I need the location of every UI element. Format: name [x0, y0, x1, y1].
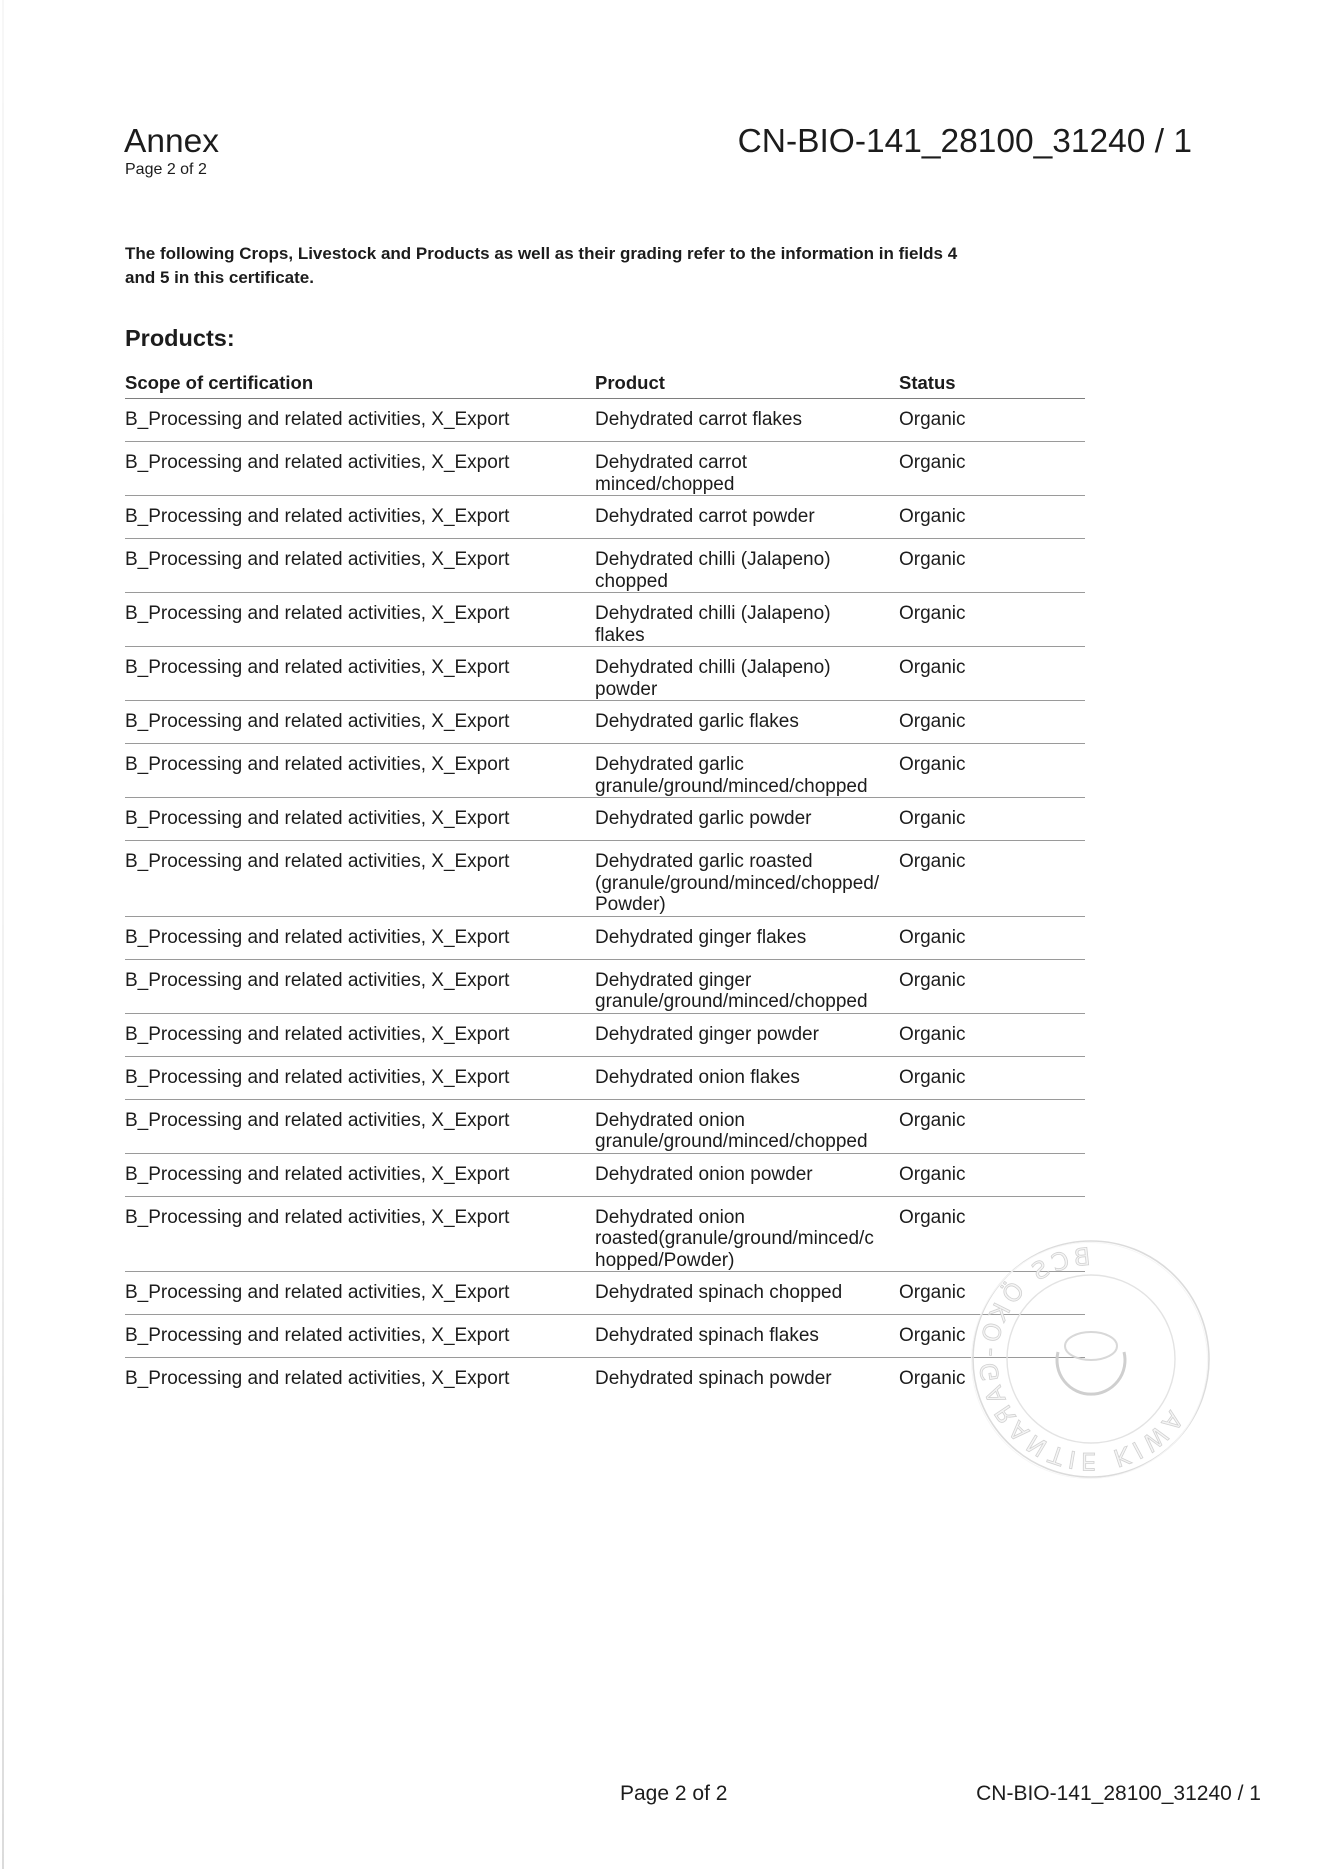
- status-cell: Organic: [899, 969, 966, 991]
- status-cell: Organic: [899, 1109, 966, 1131]
- scope-cell: B_Processing and related activities, X_Export: [125, 409, 510, 430]
- status-cell: Organic: [899, 657, 966, 678]
- status-cell: Organic: [899, 1206, 966, 1228]
- table-row: [125, 399, 1085, 442]
- product-cell: Dehydrated garlic roasted (granule/ground/minced/chopped/ Powder): [595, 851, 880, 915]
- scope-cell: B_Processing and related activities, X_Export: [125, 808, 510, 829]
- scope-cell: B_Processing and related activities, X_Export: [125, 1206, 510, 1228]
- status-cell: Organic: [899, 1325, 966, 1346]
- column-header-product: Product: [595, 372, 665, 393]
- product-cell: Dehydrated spinach flakes: [595, 1325, 819, 1346]
- scope-cell: B_Processing and related activities, X_Export: [125, 926, 510, 948]
- status-cell: Organic: [899, 409, 966, 430]
- column-header-status: Status: [899, 372, 956, 393]
- scope-cell: B_Processing and related activities, X_Export: [125, 506, 510, 527]
- table-row: [125, 701, 1085, 744]
- status-cell: Organic: [899, 1023, 966, 1045]
- table-row: [125, 798, 1085, 841]
- scope-cell: B_Processing and related activities, X_Export: [125, 1109, 510, 1131]
- table-row: [125, 539, 1085, 593]
- product-cell: Dehydrated ginger flakes: [595, 926, 807, 948]
- status-cell: Organic: [899, 549, 966, 570]
- product-cell: Dehydrated spinach powder: [595, 1368, 832, 1389]
- table-row: [125, 917, 1085, 960]
- table-row: [125, 1197, 1085, 1273]
- scope-cell: B_Processing and related activities, X_Export: [125, 754, 510, 775]
- table-row: [125, 1100, 1085, 1154]
- product-cell: Dehydrated carrot minced/chopped: [595, 452, 748, 495]
- scope-cell: B_Processing and related activities, X_Export: [125, 851, 510, 872]
- product-cell: Dehydrated ginger powder: [595, 1023, 819, 1045]
- table-header-row: [125, 368, 1085, 399]
- seal-text: BCS ÖKO-GARANTIE KIWA: [974, 1242, 1191, 1476]
- product-cell: Dehydrated onion granule/ground/minced/chopped: [595, 1109, 868, 1152]
- product-cell: Dehydrated chilli (Jalapeno) chopped: [595, 549, 831, 592]
- table-row: [125, 442, 1085, 496]
- scope-cell: B_Processing and related activities, X_Export: [125, 711, 510, 732]
- table-row: [125, 841, 1085, 917]
- footer-page-number: Page 2 of 2: [620, 1782, 728, 1805]
- scope-cell: B_Processing and related activities, X_Export: [125, 1368, 510, 1389]
- product-cell: Dehydrated onion flakes: [595, 1066, 800, 1088]
- status-cell: Organic: [899, 754, 966, 775]
- table-row: [125, 1358, 1085, 1401]
- product-cell: Dehydrated chilli (Jalapeno) flakes: [595, 603, 831, 646]
- status-cell: Organic: [899, 1163, 966, 1185]
- status-cell: Organic: [899, 603, 966, 624]
- footer-certificate-number: CN-BIO-141_28100_31240 / 1: [976, 1782, 1261, 1805]
- table-row: [125, 593, 1085, 647]
- status-cell: Organic: [899, 1368, 966, 1389]
- product-cell: Dehydrated spinach chopped: [595, 1282, 843, 1303]
- product-cell: Dehydrated garlic granule/ground/minced/chopped: [595, 754, 868, 797]
- embossed-seal: [966, 1234, 1216, 1484]
- product-cell: Dehydrated carrot flakes: [595, 409, 802, 430]
- product-cell: Dehydrated garlic flakes: [595, 711, 799, 732]
- seal-emboss-group: [972, 1241, 1210, 1479]
- table-row: [125, 960, 1085, 1014]
- status-cell: Organic: [899, 506, 966, 527]
- table-row: [125, 1057, 1085, 1100]
- table-row: [125, 1272, 1085, 1315]
- scope-cell: B_Processing and related activities, X_Export: [125, 1163, 510, 1185]
- annex-title: Annex: [124, 123, 219, 160]
- table-row: [125, 1315, 1085, 1358]
- status-cell: Organic: [899, 808, 966, 829]
- page-indicator: Page 2 of 2: [125, 161, 207, 178]
- table-body: [125, 399, 1085, 1401]
- status-cell: Organic: [899, 851, 966, 872]
- status-cell: Organic: [899, 711, 966, 732]
- product-cell: Dehydrated garlic powder: [595, 808, 812, 829]
- product-cell: Dehydrated ginger granule/ground/minced/chopped: [595, 969, 868, 1012]
- scan-edge: [2, 0, 4, 1869]
- scope-cell: B_Processing and related activities, X_Export: [125, 1066, 510, 1088]
- table-row: [125, 1154, 1085, 1197]
- product-cell: Dehydrated carrot powder: [595, 506, 815, 527]
- table-row: [125, 496, 1085, 539]
- table-row: [125, 647, 1085, 701]
- intro-paragraph: The following Crops, Livestock and Products as well as their grading refer to the information in fields 4 and 5 in this certificate.: [125, 244, 958, 287]
- table-row: [125, 1014, 1085, 1057]
- status-cell: Organic: [899, 1066, 966, 1088]
- scope-cell: B_Processing and related activities, X_Export: [125, 657, 510, 678]
- status-cell: Organic: [899, 452, 966, 473]
- certificate-number: CN-BIO-141_28100_31240 / 1: [737, 123, 1192, 160]
- product-cell: Dehydrated chilli (Jalapeno) powder: [595, 657, 831, 700]
- status-cell: Organic: [899, 926, 966, 948]
- scope-cell: B_Processing and related activities, X_Export: [125, 452, 510, 473]
- section-title: Products:: [125, 325, 235, 351]
- scope-cell: B_Processing and related activities, X_Export: [125, 1325, 510, 1346]
- product-cell: Dehydrated onion powder: [595, 1163, 813, 1185]
- column-header-scope: Scope of certification: [125, 372, 314, 393]
- seal-center-arc: [1057, 1352, 1125, 1394]
- status-cell: Organic: [899, 1282, 966, 1303]
- scope-cell: B_Processing and related activities, X_Export: [125, 969, 510, 991]
- scope-cell: B_Processing and related activities, X_Export: [125, 1282, 510, 1303]
- scope-cell: B_Processing and related activities, X_Export: [125, 1023, 510, 1045]
- scope-cell: B_Processing and related activities, X_Export: [125, 603, 510, 624]
- seal-center-emblem: [1065, 1332, 1117, 1360]
- table-row: [125, 744, 1085, 798]
- scope-cell: B_Processing and related activities, X_Export: [125, 549, 510, 570]
- products-table: [125, 368, 1085, 1401]
- product-cell: Dehydrated onion roasted(granule/ground/minced/c hopped/Powder): [595, 1206, 874, 1271]
